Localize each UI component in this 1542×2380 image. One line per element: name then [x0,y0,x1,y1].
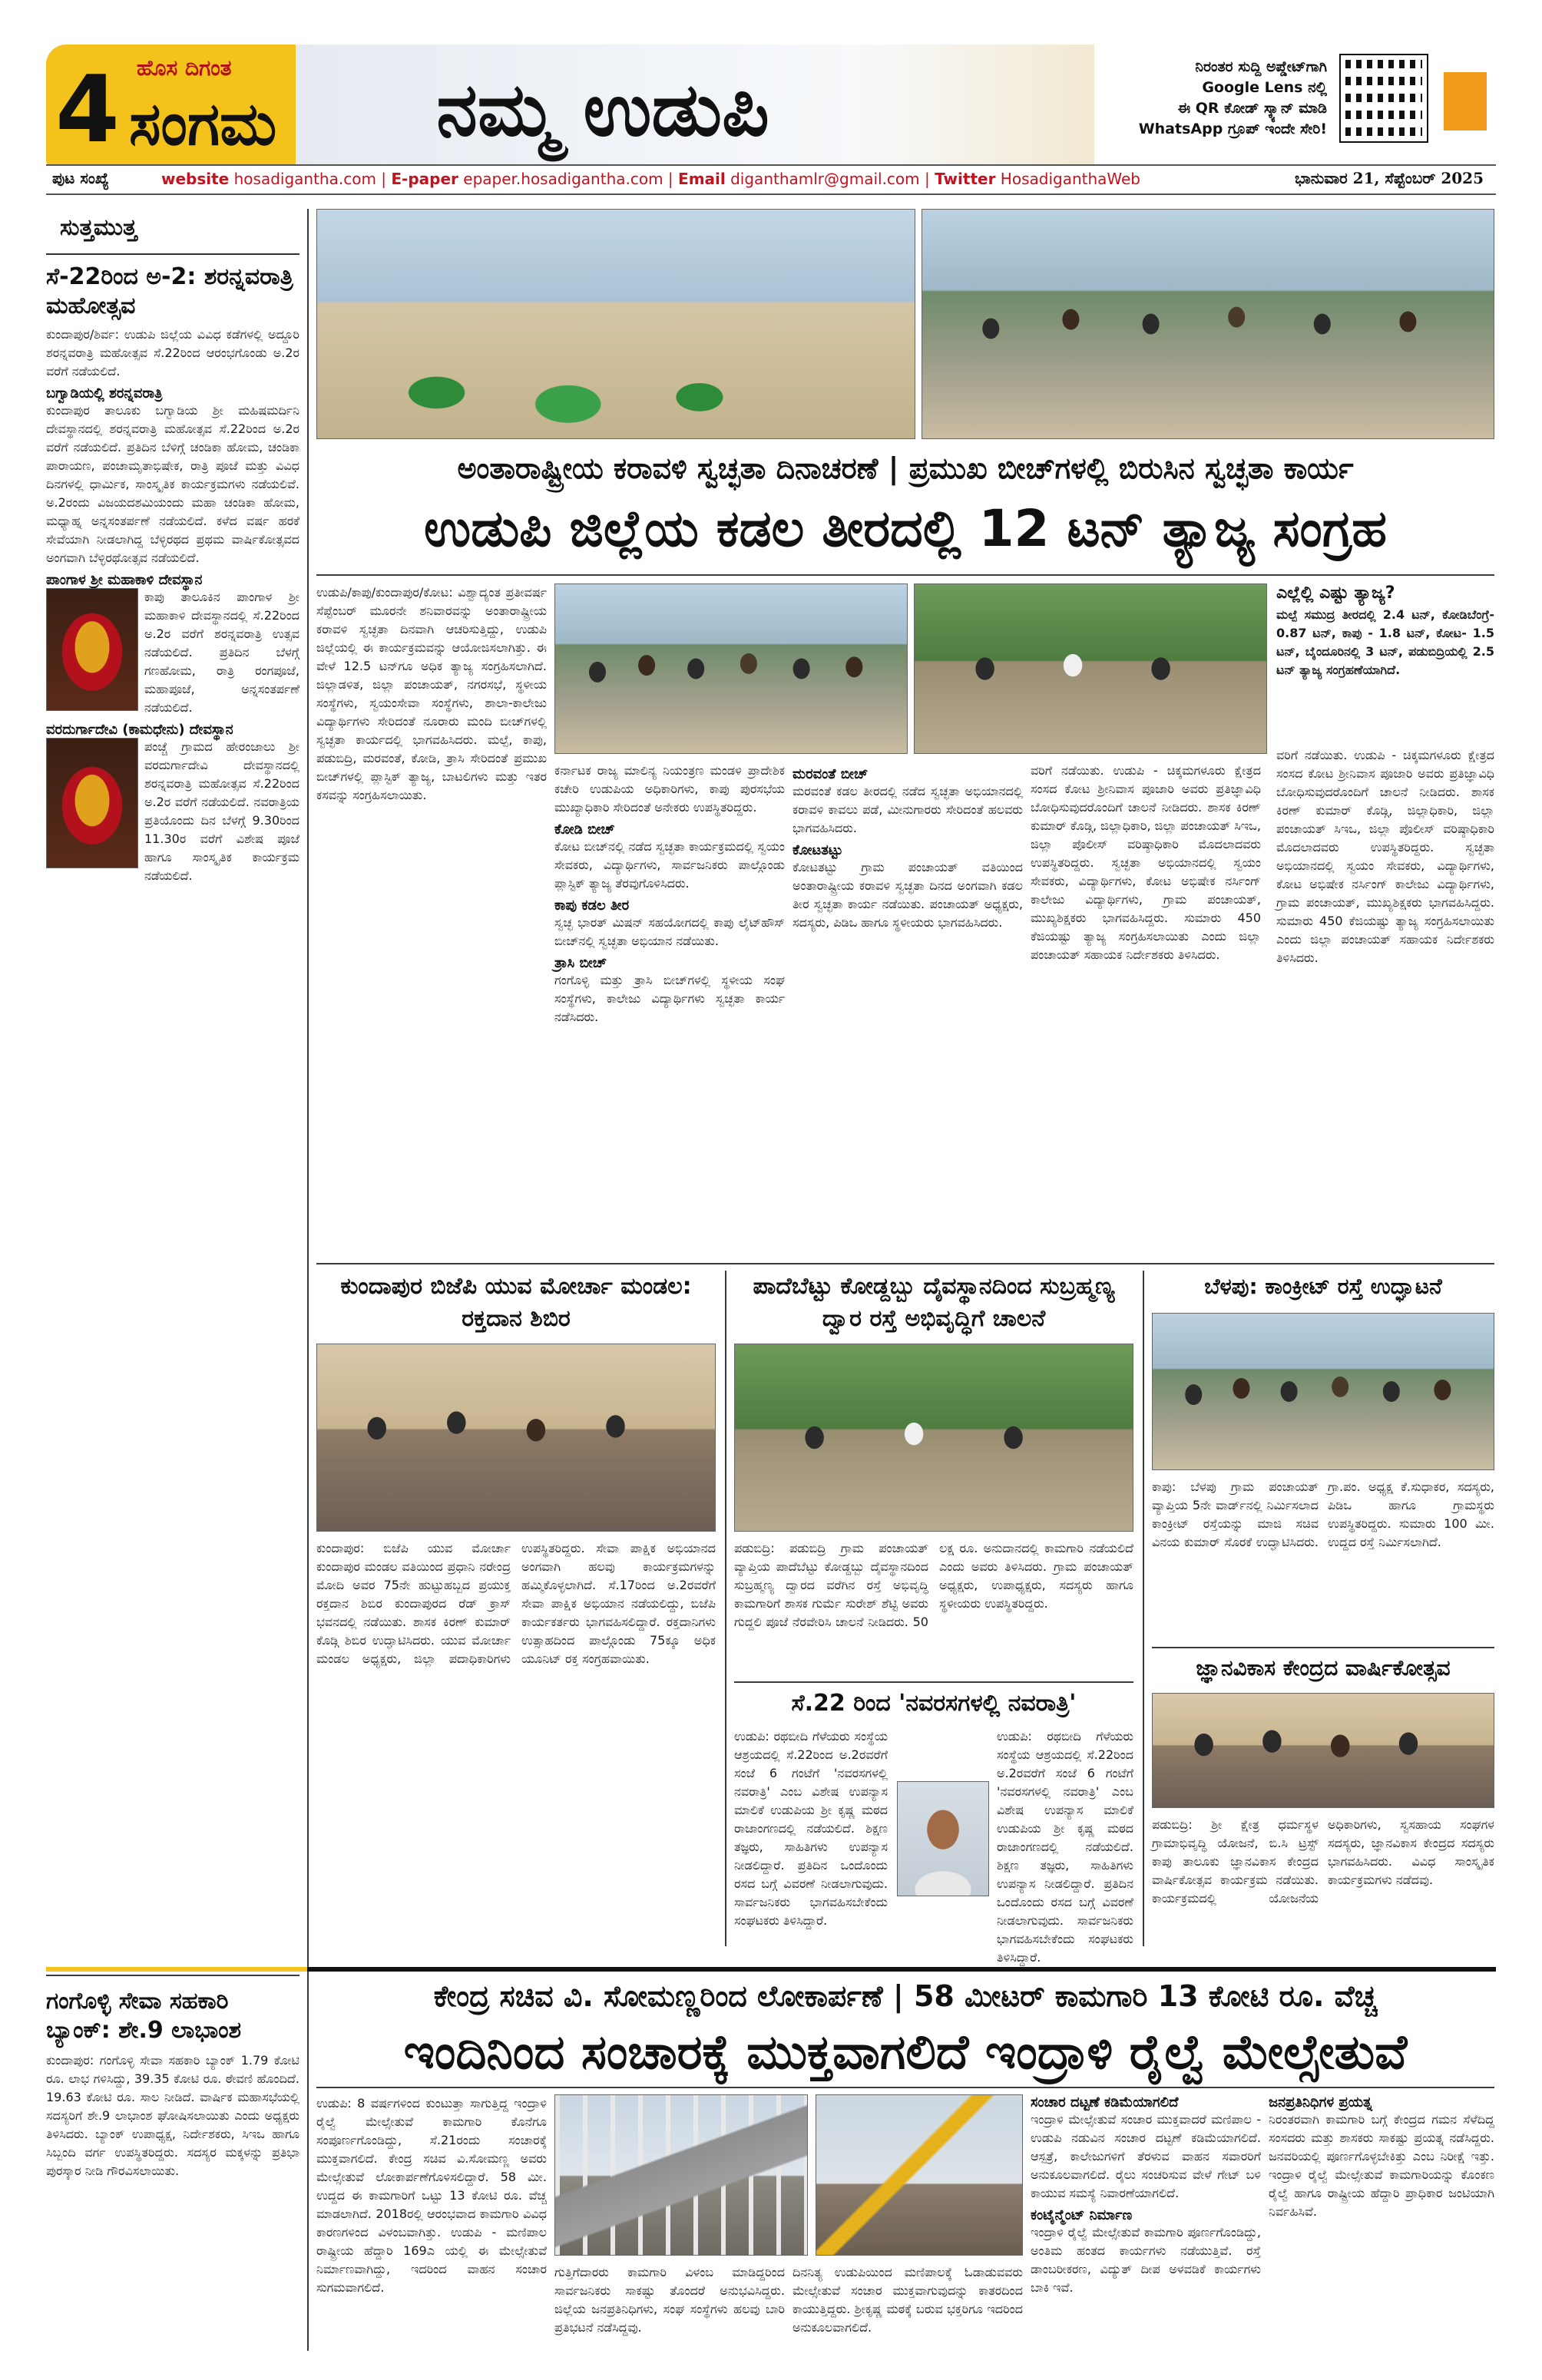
story-column [1031,2094,1261,2371]
story-body: ಕುಂದಾಪುರ/ಶಿರ್ವ: ಉಡುಪಿ ಜಿಲ್ಲೆಯ ವಿವಿಧ ಕಡೆಗಳಲ್ಲಿ ಅದ್ದೂರಿ ಶರನ್ನವರಾತ್ರಿ ಮಹೋತ್ಸವ ಸೆ.22ರಿಂದ ಆರಂಭಗೊಂಡು ಅ.2ರ ವರೆಗೆ ನಡೆಯಲಿದೆ. [46,327,299,378]
epaper-link[interactable]: epaper.hosadigantha.com [463,170,663,188]
story-subhead: ಪಾಂಗಾಳ ಶ್ರೀ ಮಹಾಕಾಳಿ ದೇವಸ್ಥಾನ [46,572,203,588]
left-column-story2 [46,1987,299,2348]
story-headline: ಉಡುಪಿ ಜಿಲ್ಲೆಯ ಕಡಲ ತೀರದಲ್ಲಿ 12 ಟನ್ ತ್ಯಾಜ್ಯ ಸಂಗ್ರಹ [424,499,1387,558]
story-subhead: ಕೋಟತಟ್ಟು [793,842,843,858]
story-body: ವರಿಗೆ ನಡೆಯಿತು. ಉಡುಪಿ - ಚಿಕ್ಕಮಗಳೂರು ಕ್ಷೇತ್ರದ ಸಂಸದ ಕೋಟ ಶ್ರೀನಿವಾಸ ಪೂಜಾರಿ ಅವರು ಪ್ರತಿಜ್ಞಾವಿಧಿ ಬೋಧಿಸುವುದರೊಂದಿಗೆ ಚಾಲನೆ ನೀಡಿದರು. ಶಾಸಕ ಕಿರಣ್ ಕುಮಾರ್ ಕೊಡ್ಗಿ, ಜಿಲ್ಲಾಧಿಕಾರಿ, ಜಿಲ್ಲಾ ಪಂಚಾಯತ್ ಸಿಇಒ, ಜಿಲ್ಲಾ ಪೊಲೀಸ್ ವರಿಷ್ಠಾಧಿಕಾರಿ ಮೊದಲಾದವರು ಉಪಸ್ಥಿತರಿದ್ದರು. ಸ್ವಚ್ಛತಾ ಅಭಿಯಾನದಲ್ಲಿ ಸ್ವಯಂ ಸೇವಕರು, ವಿದ್ಯಾರ್ಥಿಗಳು, ಕೋಟ ಅಭಿಷೇಕ ನರ್ಸಿಂಗ್ ಕಾಲೇಜು ವಿದ್ಯಾರ್ಥಿಗಳು, ಗ್ರಾಮ ಪಂಚಾಯತ್, ಮುಖ್ಯಶಿಕ್ಷಕರು ಭಾಗವಹಿಸಿದ್ದರು. ಸುಮಾರು 450 ಕೆಜಿಯಷ್ಟು ತ್ಯಾಜ್ಯ ಸಂಗ್ರಹಿಸಲಾಯಿತು ಎಂದು ಜಿಲ್ಲಾ ಪಂಚಾಯತ್ ಸಹಾಯಕ ನಿರ್ದೇಶಕರು ತಿಳಿಸಿದರು. [1031,763,1261,962]
section-name: ಸಂಗಮ [129,90,277,159]
website-link[interactable]: hosadigantha.com [233,170,376,188]
story-headline: ಕುಂದಾಪುರ ಬಿಜೆಪಿ ಯುವ ಮೋರ್ಚಾ ಮಂಡಲ: ರಕ್ತದಾನ ಶಿಬಿರ [340,1273,692,1332]
column-divider [725,1271,726,1946]
twitter-label: Twitter [935,170,996,188]
story-headline: ಪಾದೆಬೆಟ್ಟು ಕೋಡ್ದಬ್ಬು ದೈವಸ್ಥಾನದಿಂದ ಸುಬ್ರಹ್ಮಣ್ಯ ದ್ವಾರ ರಸ್ತೆ ಅಭಿವೃದ್ಧಿಗೆ ಚಾಲನೆ [753,1273,1115,1332]
story-body: ಮರವಂತೆ ಕಡಲ ತೀರದಲ್ಲಿ ನಡೆದ ಸ್ವಚ್ಛತಾ ಅಭಿಯಾನದಲ್ಲಿ ಕರಾವಳಿ ಕಾವಲು ಪಡೆ, ಮೀನುಗಾರರು ಸೇರಿದಂತೆ ಹಲವರು ಭಾಗವಹಿಸಿದರು. [793,784,1023,835]
story-subhead: ಕಾಪು ಕಡಲ ತೀರ [554,897,630,914]
column-divider [1143,1271,1144,1946]
promo-line: Google Lens ನಲ್ಲಿ [1202,79,1327,96]
anniversary-event-photo [1152,1693,1494,1808]
story-subhead: ಕೋಡಿ ಬೀಚ್ [554,821,615,838]
road-inauguration-photo [1152,1313,1494,1470]
column-label-box [46,209,299,255]
story-body: ಇಂದ್ರಾಳಿ ರೈಲ್ವೆ ಮೇಲ್ಸೇತುವೆ ಕಾಮಗಾರಿ ಪೂರ್ಣಗೊಂಡಿದ್ದು, ಅಂತಿಮ ಹಂತದ ಕಾರ್ಯಗಳು ನಡೆಯುತ್ತಿವೆ. ರಸ್ತೆ ಡಾಂಬರೀಕರಣ, ವಿದ್ಯುತ್ ದೀಪ ಅಳವಡಿಕೆ ಕಾರ್ಯಗಳು ಬಾಕಿ ಇವೆ. [1031,2225,1261,2295]
page-label: ಪುಟ ಸಂಖ್ಯೆ [52,169,109,187]
story-body: ಪಡುಬಿದ್ರಿ: ಪಡುಬಿದ್ರಿ ಗ್ರಾಮ ಪಂಚಾಯತ್ ವ್ಯಾಪ್ತಿಯ ಪಾದೆಬೆಟ್ಟು ಕೋಡ್ದಬ್ಬು ದೈವಸ್ಥಾನದಿಂದ ಸುಬ್ರಹ್ಮಣ್ಯ ದ್ವಾರದ ವರೆಗಿನ ರಸ್ತೆ ಅಭಿವೃದ್ಧಿ ಕಾಮಗಾರಿಗೆ ಶಾಸಕ ಗುರ್ಮೆ ಸುರೇಶ್ ಶೆಟ್ಟಿ ಅವರು ಗುದ್ದಲಿ ಪೂಜೆ ನೆರವೇರಿಸಿ ಚಾಲನೆ ನೀಡಿದರು. 50 ಲಕ್ಷ ರೂ. ಅನುದಾನದಲ್ಲಿ ಕಾಮಗಾರಿ ನಡೆಯಲಿದೆ ಎಂದು ಅವರು ತಿಳಿಸಿದರು. ಗ್ರಾಮ ಪಂಚಾಯತ್ ಅಧ್ಯಕ್ಷರು, ಉಪಾಧ್ಯಕ್ಷರು, ಸದಸ್ಯರು ಹಾಗೂ ಸ್ಥಳೀಯರು ಉಪಸ್ಥಿತರಿದ್ದರು. [734,1541,1133,1629]
story-body: ಕೋಟ ಬೀಚ್‌ನಲ್ಲಿ ನಡೆದ ಸ್ವಚ್ಛತಾ ಕಾರ್ಯಕ್ರಮದಲ್ಲಿ ಸ್ವಯಂ ಸೇವಕರು, ವಿದ್ಯಾರ್ಥಿಗಳು, ಸಾರ್ವಜನಿಕರು ಪಾಲ್ಗೊಂಡು ಪ್ಲಾಸ್ಟಿಕ್ ತ್ಯಾಜ್ಯ ತೆರವುಗೊಳಿಸಿದರು. [554,839,785,891]
divider [1152,1647,1494,1648]
beach-cleanup-photo [914,583,1267,754]
story-body: ಗಂಗೊಳ್ಳಿ ಮತ್ತು ತ್ರಾಸಿ ಬೀಚ್‌ಗಳಲ್ಲಿ ಸ್ಥಳೀಯ ಸಂಘ ಸಂಸ್ಥೆಗಳು, ಕಾಲೇಜು ವಿದ್ಯಾರ್ಥಿಗಳು ಸ್ವಚ್ಛತಾ ಕಾರ್ಯ ನಡೆಸಿದರು. [554,973,785,1024]
story-headline: ಗಂಗೊಳ್ಳಿ ಸೇವಾ ಸಹಕಾರಿ ಬ್ಯಾಂಕ್: ಶೇ.9 ಲಾಭಾಂಶ [46,1988,242,2044]
page-number: 4 [55,57,120,164]
edition-name: ನಮ್ಮ ಉಡುಪಿ [436,66,769,153]
decorative-orange-block [1444,72,1487,131]
story-body: ಉಡುಪಿ: ರಥಬೀದಿ ಗೆಳೆಯರು ಸಂಸ್ಥೆಯ ಆಶ್ರಯದಲ್ಲಿ ಸೆ.22ರಿಂದ ಅ.2ರವರೆಗೆ ಸಂಜೆ 6 ಗಂಟೆಗೆ 'ನವರಸಗಳಲ್ಲಿ ನವರಾತ್ರಿ' ಎಂಬ ವಿಶೇಷ ಉಪನ್ಯಾಸ ಮಾಲಿಕೆ ಉಡುಪಿಯ ಶ್ರೀ ಕೃಷ್ಣ ಮಠದ ರಾಜಾಂಗಣದಲ್ಲಿ ನಡೆಯಲಿದೆ. ಶಿಕ್ಷಣ ತಜ್ಞರು, ಸಾಹಿತಿಗಳು ಉಪನ್ಯಾಸ ನೀಡಲಿದ್ದಾರೆ. ಪ್ರತಿದಿನ ಒಂದೊಂದು ರಸದ ಬಗ್ಗೆ ವಿವರಣೆ ನೀಡಲಾಗುವುದು. ಸಾರ್ವಜನಿಕರು ಭಾಗವಹಿಸಬೇಕೆಂದು ಸಂಘಟಕರು ತಿಳಿಸಿದ್ದಾರೆ. [734,1729,888,1928]
issue-date: ಭಾನುವಾರ 21, ಸೆಪ್ಟೆಂಬರ್ 2025 [1295,169,1484,187]
story-body: ಕುಂದಾಪುರ: ಬಿಜೆಪಿ ಯುವ ಮೋರ್ಚಾ ಕುಂದಾಪುರ ಮಂಡಲ ವತಿಯಿಂದ ಪ್ರಧಾನಿ ನರೇಂದ್ರ ಮೋದಿ ಅವರ 75ನೇ ಹುಟ್ಟುಹಬ್ಬದ ಪ್ರಯುಕ್ತ ರಕ್ತದಾನ ಶಿಬಿರ ಕುಂದಾಪುರದ ರೆಡ್ ಕ್ರಾಸ್ ಭವನದಲ್ಲಿ ನಡೆಯಿತು. ಶಾಸಕ ಕಿರಣ್ ಕುಮಾರ್ ಕೊಡ್ಗಿ ಶಿಬಿರ ಉದ್ಘಾಟಿಸಿದರು. ಯುವ ಮೋರ್ಚಾ ಮಂಡಲ ಅಧ್ಯಕ್ಷರು, ಜಿಲ್ಲಾ ಪದಾಧಿಕಾರಿಗಳು ಉಪಸ್ಥಿತರಿದ್ದರು. ಸೇವಾ ಪಾಕ್ಷಿಕ ಅಭಿಯಾನದ ಅಂಗವಾಗಿ ಹಲವು ಕಾರ್ಯಕ್ರಮಗಳನ್ನು ಹಮ್ಮಿಕೊಳ್ಳಲಾಗಿದೆ. ಸೆ.17ರಿಂದ ಅ.2ರವರೆಗೆ ಸೇವಾ ಪಾಕ್ಷಿಕ ಅಭಿಯಾನ ನಡೆಯಲಿದ್ದು, ಬಿಜೆಪಿ ಕಾರ್ಯಕರ್ತರು ಭಾಗವಹಿಸಲಿದ್ದಾರೆ. ರಕ್ತದಾನಿಗಳು ಉತ್ಸಾಹದಿಂದ ಪಾಲ್ಗೊಂಡು 75ಕ್ಕೂ ಅಧಿಕ ಯೂನಿಟ್ ರಕ್ತ ಸಂಗ್ರಹವಾಯಿತು. [316,1541,716,1666]
divider [316,574,1494,576]
story-kicker: ಅಂತಾರಾಷ್ಟ್ರೀಯ ಕರಾವಳಿ ಸ್ವಚ್ಛತಾ ದಿನಾಚರಣೆ | ಪ್ರಮುಖ ಬೀಚ್‌ಗಳಲ್ಲಿ ಬಿರುಸಿನ ಸ್ವಚ್ಛತಾ ಕಾರ್ಯ [457,451,1354,485]
left-column [46,263,299,1952]
box-title: ಎಲ್ಲೆಲ್ಲಿ ಎಷ್ಟು ತ್ಯಾಜ್ಯ? [1276,583,1395,603]
story-body: ಉಡುಪಿ: ರಥಬೀದಿ ಗೆಳೆಯರು ಸಂಸ್ಥೆಯ ಆಶ್ರಯದಲ್ಲಿ ಸೆ.22ರಿಂದ ಅ.2ರವರೆಗೆ ಸಂಜೆ 6 ಗಂಟೆಗೆ 'ನವರಸಗಳಲ್ಲಿ ನವರಾತ್ರಿ' ಎಂಬ ವಿಶೇಷ ಉಪನ್ಯಾಸ ಮಾಲಿಕೆ ಉಡುಪಿಯ ಶ್ರೀ ಕೃಷ್ಣ ಮಠದ ರಾಜಾಂಗಣದಲ್ಲಿ ನಡೆಯಲಿದೆ. ಶಿಕ್ಷಣ ತಜ್ಞರು, ಸಾಹಿತಿಗಳು ಉಪನ್ಯಾಸ ನೀಡಲಿದ್ದಾರೆ. ಪ್ರತಿದಿನ ಒಂದೊಂದು ರಸದ ಬಗ್ಗೆ ವಿವರಣೆ ನೀಡಲಾಗುವುದು. ಸಾರ್ವಜನಿಕರು ಭಾಗವಹಿಸಬೇಕೆಂದು ಸಂಘಟಕರು ತಿಳಿಸಿದ್ದಾರೆ. [997,1729,1133,1965]
story-body: ನಿರಂತರವಾಗಿ ಕಾಮಗಾರಿ ಬಗ್ಗೆ ಕೇಂದ್ರದ ಗಮನ ಸೆಳೆದಿದ್ದ ಸಂಸದರು ಮತ್ತು ಶಾಸಕರು ಸಾಕಷ್ಟು ಪ್ರಯತ್ನ ನಡೆಸಿದ್ದರು. ಜನವರಿಯಲ್ಲಿ ಪೂರ್ಣಗೊಳ್ಳಬೇಕಿತ್ತು ಎಂಬ ನಿರೀಕ್ಷೆ ಇತ್ತು. ಇಂದ್ರಾಳಿ ರೈಲ್ವೆ ಮೇಲ್ಸೇತುವೆ ಕಾಮಗಾರಿಯನ್ನು ಕೊಂಕಣ ರೈಲ್ವೆ ಹಾಗೂ ರಾಷ್ಟ್ರೀಯ ಹೆದ್ದಾರಿ ಪ್ರಾಧಿಕಾರ ಜಂಟಿಯಾಗಿ ನಿರ್ವಹಿಸಿವೆ. [1269,2112,1494,2219]
column-divider [307,209,309,2351]
story-body: ಕಾಪು: ಬೆಳಪು ಗ್ರಾಮ ಪಂಚಾಯತ್ ವ್ಯಾಪ್ತಿಯ 5ನೇ ವಾರ್ಡ್‌ನಲ್ಲಿ ನಿರ್ಮಿಸಲಾದ ಕಾಂಕ್ರೀಟ್ ರಸ್ತೆಯನ್ನು ಮಾಜಿ ಸಚಿವ ವಿನಯ ಕುಮಾರ್ ಸೊರಕೆ ಉದ್ಘಾಟಿಸಿದರು. ಗ್ರಾ.ಪಂ. ಅಧ್ಯಕ್ಷ ಕೆ.ಸುಧಾಕರ, ಸದಸ್ಯರು, ಪಿಡಿಒ ಹಾಗೂ ಗ್ರಾಮಸ್ಥರು ಉಪಸ್ಥಿತರಿದ್ದರು. ಸುಮಾರು 100 ಮೀ. ಉದ್ದದ ರಸ್ತೆ ನಿರ್ಮಿಸಲಾಗಿದೆ. [1152,1479,1494,1549]
section-band [46,1967,1496,1972]
divider [734,1681,1133,1683]
email-link[interactable]: diganthamlr@gmail.com [730,170,920,188]
divider [46,1975,299,1976]
story-body: ಕಾಪು ತಾಲೂಕಿನ ಪಾಂಗಾಳ ಶ್ರೀ ಮಹಾಕಾಳಿ ದೇವಸ್ಥಾನದಲ್ಲಿ ಸೆ.22ರಿಂದ ಅ.2ರ ವರೆಗೆ ಶರನ್ನವರಾತ್ರಿ ಉತ್ಸವ ನಡೆಯಲಿದೆ. ಪ್ರತಿದಿನ ಬೆಳಗ್ಗೆ ಗಣಹೋಮ, ರಾತ್ರಿ ರಂಗಪೂಜೆ, ಮಹಾಪೂಜೆ, ಅನ್ನಸಂತರ್ಪಣೆ ನಡೆಯಲಿದೆ. [144,590,299,715]
qr-code-icon[interactable] [1341,55,1427,141]
story-column [554,762,785,1253]
story-body: ಪಂಚ್ಚೆ ಗ್ರಾಮದ ಹೇರಂಜಾಲು ಶ್ರೀ ವರದುರ್ಗಾದೇವಿ ದೇವಸ್ಥಾನದಲ್ಲಿ ಶರನ್ನವರಾತ್ರಿ ಮಹೋತ್ಸವ ಸೆ.22ರಿಂದ ಅ.2ರ ವರೆಗೆ ನಡೆಯಲಿದೆ. ನವರಾತ್ರಿಯ ಪ್ರತಿಯೊಂದು ದಿನ ಬೆಳಗ್ಗೆ 9.30ರಿಂದ 11.30ರ ವರೆಗೆ ವಿಶೇಷ ಪೂಜೆ ಹಾಗೂ ಸಾಂಸ್ಕೃತಿಕ ಕಾರ್ಯಕ್ರಮ ನಡೆಯಲಿದೆ. [144,739,299,883]
story-subhead: ಜನಪ್ರತಿನಿಧಿಗಳ ಪ್ರಯತ್ನ [1269,2094,1372,2111]
divider [316,1263,1494,1264]
story-body: ಇಂದ್ರಾಳಿ ಮೇಲ್ಸೇತುವೆ ಸಂಚಾರ ಮುಕ್ತವಾದರೆ ಮಣಿಪಾಲ - ಉಡುಪಿ ನಡುವಿನ ಸಂಚಾರ ದಟ್ಟಣೆ ಕಡಿಮೆಯಾಗಲಿದೆ. ಆಸ್ಪತ್ರೆ, ಕಾಲೇಜುಗಳಿಗೆ ತೆರಳುವ ವಾಹನ ಸವಾರರಿಗೆ ಅನುಕೂಲವಾಗಲಿದೆ. ರೈಲು ಸಂಚರಿಸುವ ವೇಳೆ ಗೇಟ್ ಬಳಿ ಕಾಯುವ ಸಮಸ್ಯೆ ನಿವಾರಣೆಯಾಗಲಿದೆ. [1031,2112,1261,2200]
beach-cleanup-photo [554,583,908,754]
story-body: ದಿನನಿತ್ಯ ಉಡುಪಿಯಿಂದ ಮಣಿಪಾಲಕ್ಕೆ ಓಡಾಡುವವರು ಮೇಲ್ಸೇತುವೆ ಸಂಚಾರ ಮುಕ್ತವಾಗುವುದನ್ನು ಕಾತರದಿಂದ ಕಾಯುತ್ತಿದ್ದರು. ಶ್ರೀಕೃಷ್ಣ ಮಠಕ್ಕೆ ಬರುವ ಭಕ್ತರಿಗೂ ಇದರಿಂದ ಅನುಕೂಲವಾಗಲಿದೆ. [793,2265,1023,2335]
story-column [1269,2094,1494,2371]
story-subhead: ಕಂಟೈನ್ಮೆಂಟ್ ನಿರ್ಮಾಣ [1031,2207,1133,2223]
story-body: ಉಡುಪಿ/ಕಾಪು/ಕುಂದಾಪುರ/ಕೋಟ: ವಿಶ್ವಾದ್ಯಂತ ಪ್ರತೀವರ್ಷ ಸೆಪ್ಟೆಂಬರ್ ಮೂರನೇ ಶನಿವಾರವನ್ನು ಅಂತಾರಾಷ್ಟ್ರೀಯ ಕರಾವಳಿ ಸ್ವಚ್ಛತಾ ದಿನವಾಗಿ ಆಚರಿಸುತ್ತಿದ್ದು, ಉಡುಪಿ ಜಿಲ್ಲೆಯಲ್ಲಿ ಈ ಕಾರ್ಯಕ್ರಮವನ್ನು ಆಯೋಜಿಸಲಾಗಿತ್ತು. ಈ ವೇಳೆ 12.5 ಟನ್‌ಗೂ ಅಧಿಕ ತ್ಯಾಜ್ಯ ಸಂಗ್ರಹಿಸಲಾಗಿದೆ. ಜಿಲ್ಲಾಡಳಿತ, ಜಿಲ್ಲಾ ಪಂಚಾಯತ್, ನಗರಸಭೆ, ಸ್ಥಳೀಯ ಸಂಸ್ಥೆಗಳು, ಸ್ವಯಂಸೇವಾ ಸಂಸ್ಥೆಗಳು, ಶಾಲಾ-ಕಾಲೇಜು ವಿದ್ಯಾರ್ಥಿಗಳು ಸೇರಿದಂತೆ ನೂರಾರು ಮಂದಿ ಬೀಚ್‌ಗಳಲ್ಲಿ ಸ್ವಚ್ಛತಾ ಕಾರ್ಯದಲ್ಲಿ ಭಾಗವಹಿಸಿದರು. ಮಲ್ಪೆ, ಕಾಪು, ಪಡುಬಿದ್ರಿ, ಮರವಂತೆ, ಕೋಡಿ, ತ್ರಾಸಿ ಸೇರಿದಂತೆ ಪ್ರಮುಖ ಬೀಚ್‌ಗಳಲ್ಲಿ ಪ್ಲಾಸ್ಟಿಕ್ ತ್ಯಾಜ್ಯ, ಬಾಟಲಿಗಳು ಮತ್ತು ಇತರ ಕಸವನ್ನು ಸಂಗ್ರಹಿಸಲಾಯಿತು. [316,585,547,802]
whatsapp-promo [1097,57,1327,140]
info-strip [46,164,1496,195]
website-label: website [161,170,230,188]
promo-line: ನಿರಂತರ ಸುದ್ದಿ ಅಪ್ಡೇಟ್‌ಗಾಗಿ [1195,58,1327,75]
story-body: ಉಡುಪಿ: 8 ವರ್ಷಗಳಿಂದ ಕುಂಟುತ್ತಾ ಸಾಗುತ್ತಿದ್ದ ಇಂದ್ರಾಳಿ ರೈಲ್ವೆ ಮೇಲ್ಸೇತುವೆ ಕಾಮಗಾರಿ ಕೊನೆಗೂ ಸಂಪೂರ್ಣಗೊಂಡಿದ್ದು, ಸೆ.21ರಂದು ಸಂಚಾರಕ್ಕೆ ಮುಕ್ತವಾಗಲಿದೆ. ಕೇಂದ್ರ ಸಚಿವ ವಿ.ಸೋಮಣ್ಣ ಅವರು ಮೇಲ್ಸೇತುವೆ ಲೋಕಾರ್ಪಣೆಗೊಳಿಸಲಿದ್ದಾರೆ. 58 ಮೀ. ಉದ್ದದ ಈ ಕಾಮಗಾರಿಗೆ ಒಟ್ಟು 13 ಕೋಟಿ ರೂ. ವೆಚ್ಚ ಮಾಡಲಾಗಿದೆ. 2018ರಲ್ಲಿ ಆರಂಭವಾದ ಕಾಮಗಾರಿ ವಿವಿಧ ಕಾರಣಗಳಿಂದ ವಿಳಂಬವಾಗಿತ್ತು. ಉಡುಪಿ - ಮಣಿಪಾಲ ರಾಷ್ಟ್ರೀಯ ಹೆದ್ದಾರಿ 169ಎ ಯಲ್ಲಿ ಈ ಮೇಲ್ಸೇತುವೆ ನಿರ್ಮಾಣವಾಗಿದ್ದು, ಇದರಿಂದ ವಾಹನ ಸಂಚಾರ ಸುಗಮವಾಗಲಿದೆ. [316,2096,547,2295]
story-subhead: ಸಂಚಾರ ದಟ್ಟಣೆ ಕಡಿಮೆಯಾಗಲಿದೆ [1031,2094,1179,2111]
story-subhead: ಮರವಂತೆ ಬೀಚ್ [793,766,869,782]
column-label: ಸುತ್ತಮುತ್ತ [60,214,137,241]
waste-stats-box [1276,583,1494,737]
story-body: ಕುಂದಾಪುರ ತಾಲೂಕು ಬಗ್ವಾಡಿಯ ಶ್ರೀ ಮಹಿಷಮರ್ದಿನಿ ದೇವಸ್ಥಾನದಲ್ಲಿ ಶರನ್ನವರಾತ್ರಿ ಮಹೋತ್ಸವ ಸೆ.22ರಿಂದ ಅ.2ರ ವರೆಗೆ ನಡೆಯಲಿದೆ. ಪ್ರತಿದಿನ ಬೆಳಿಗ್ಗೆ ಚಂಡಿಕಾ ಹೋಮ, ಚಂಡಿಕಾ ಪಾರಾಯಣ, ಪಂಚಾಮೃತಾಭಿಷೇಕ, ರಾತ್ರಿ ಪೂಜೆ ಮತ್ತು ವಿವಿಧ ದಿನಗಳಲ್ಲಿ ಧಾರ್ಮಿಕ, ಸಾಂಸ್ಕೃತಿಕ ಕಾರ್ಯಕ್ರಮಗಳು ನಡೆಯಲಿವೆ. ಅ.2ರಂದು ವಿಜಯದಶಮಿಯಂದು ಮಹಾ ಚಂಡಿಕಾ ಹೋಮ, ಮಧ್ಯಾಹ್ನ ಅನ್ನಸಂತರ್ಪಣೆ ನಡೆಯಲಿದೆ. ಕಳೆದ ವರ್ಷ ಹರಕೆ ಸೇವೆಯಾಗಿ ನೀಡಲಾಗಿದ್ದ ಬೆಳ್ಳಿರಥದ ಪ್ರಥಮ ವಾರ್ಷಿಕೋತ್ಸವದ ಅಂಗವಾಗಿ ಬೆಳ್ಳಿರಥೋತ್ಸವ ನಡೆಯಲಿದೆ. [46,403,299,565]
story-body: ವರಿಗೆ ನಡೆಯಿತು. ಉಡುಪಿ - ಚಿಕ್ಕಮಗಳೂರು ಕ್ಷೇತ್ರದ ಸಂಸದ ಕೋಟ ಶ್ರೀನಿವಾಸ ಪೂಜಾರಿ ಅವರು ಪ್ರತಿಜ್ಞಾವಿಧಿ ಬೋಧಿಸುವುದರೊಂದಿಗೆ ಚಾಲನೆ ನೀಡಿದರು. ಶಾಸಕ ಕಿರಣ್ ಕುಮಾರ್ ಕೊಡ್ಗಿ, ಜಿಲ್ಲಾಧಿಕಾರಿ, ಜಿಲ್ಲಾ ಪಂಚಾಯತ್ ಸಿಇಒ, ಜಿಲ್ಲಾ ಪೊಲೀಸ್ ವರಿಷ್ಠಾಧಿಕಾರಿ ಮೊದಲಾದವರು ಉಪಸ್ಥಿತರಿದ್ದರು. ಸ್ವಚ್ಛತಾ ಅಭಿಯಾನದಲ್ಲಿ ಸ್ವಯಂ ಸೇವಕರು, ವಿದ್ಯಾರ್ಥಿಗಳು, ಕೋಟ ಅಭಿಷೇಕ ನರ್ಸಿಂಗ್ ಕಾಲೇಜು ವಿದ್ಯಾರ್ಥಿಗಳು, ಗ್ರಾಮ ಪಂಚಾಯತ್, ಮುಖ್ಯಶಿಕ್ಷಕರು ಭಾಗವಹಿಸಿದ್ದರು. ಸುಮಾರು 450 ಕೆಜಿಯಷ್ಟು ತ್ಯಾಜ್ಯ ಸಂಗ್ರಹಿಸಲಾಯಿತು ಎಂದು ಜಿಲ್ಲಾ ಪಂಚಾಯತ್ ಸಹಾಯಕ ನಿರ್ದೇಶಕರು ತಿಳಿಸಿದರು. [1276,748,1494,965]
story-column [793,762,1023,1253]
story-headline: ಸೆ.22 ರಿಂದ 'ನವರಸಗಳಲ್ಲಿ ನವರಾತ್ರಿ' [791,1690,1077,1717]
story-subhead: ಬಗ್ವಾಡಿಯಲ್ಲಿ ಶರನ್ನವರಾತ್ರಿ [46,385,163,402]
story-subhead: ತ್ರಾಸಿ ಬೀಚ್ [554,955,607,971]
story-headline: ಸೆ-22ರಿಂದ ಅ-2: ಶರನ್ನವರಾತ್ರಿ ಮಹೋತ್ಸವ [46,263,293,319]
divider [316,2087,1494,2088]
blood-camp-photo [316,1344,716,1532]
story-subhead: ವರದುರ್ಗಾದೇವಿ (ಕಾಮಧೇನು) ದೇವಸ್ಥಾನ [46,722,233,738]
contact-line: website hosadigantha.com | E-paper epaper.hosadigantha.com | Email diganthamlr@gmail.com | Twitter HosadiganthaWeb [161,170,1141,188]
paper-logo: ಹೊಸ ದಿಗಂತ [137,55,232,81]
story-headline: ಬೆಳಪು: ಕಾಂಕ್ರೀಟ್ ರಸ್ತೆ ಉದ್ಘಾಟನೆ [1204,1274,1442,1299]
story-headline: ಇಂದಿನಿಂದ ಸಂಚಾರಕ್ಕೆ ಮುಕ್ತವಾಗಲಿದೆ ಇಂದ್ರಾಳಿ ರೈಲ್ವೆ ಮೇಲ್ಸೇತುವೆ [403,2024,1408,2080]
promo-line: WhatsApp ಗ್ರೂಪ್ ಇಂದೇ ಸೇರಿ! [1138,121,1327,137]
road-ceremony-photo [734,1344,1133,1532]
story-body: ಕರ್ನಾಟಕ ರಾಜ್ಯ ಮಾಲಿನ್ಯ ನಿಯಂತ್ರಣ ಮಂಡಳಿ ಪ್ರಾದೇಶಿಕ ಕಚೇರಿ ಉಡುಪಿಯ ಅಧಿಕಾರಿಗಳು, ಕಾಪು ಪುರಸಭೆಯ ಮುಖ್ಯಾಧಿಕಾರಿ ಸೇರಿದಂತೆ ಅನೇಕರು ಉಪಸ್ಥಿತರಿದ್ದರು. [554,763,785,815]
story-body: ಸ್ವಚ್ಛ ಭಾರತ್ ಮಿಷನ್ ಸಹಯೋಗದಲ್ಲಿ ಕಾಪು ಲೈಟ್‌ಹೌಸ್ ಬೀಚ್‌ನಲ್ಲಿ ಸ್ವಚ್ಛತಾ ಅಭಿಯಾನ ನಡೆಯಿತು. [554,915,785,948]
temple-idol-photo [46,588,138,711]
story-body: ಕೋಟತಟ್ಟು ಗ್ರಾಮ ಪಂಚಾಯತ್ ವತಿಯಿಂದ ಅಂತಾರಾಷ್ಟ್ರೀಯ ಕರಾವಳಿ ಸ್ವಚ್ಛತಾ ದಿನದ ಅಂಗವಾಗಿ ಕಡಲ ತೀರ ಸ್ವಚ್ಛತಾ ಕಾರ್ಯ ನಡೆಯಿತು. ಪಂಚಾಯತ್ ಅಧ್ಯಕ್ಷರು, ಸದಸ್ಯರು, ಪಿಡಿಒ ಹಾಗೂ ಸ್ಥಳೀಯರು ಭಾಗವಹಿಸಿದರು. [793,860,1023,930]
bridge-construction-photo [816,2094,1023,2256]
story-body: ಕುಂದಾಪುರ: ಗಂಗೊಳ್ಳಿ ಸೇವಾ ಸಹಕಾರಿ ಬ್ಯಾಂಕ್ 1.79 ಕೋಟಿ ರೂ. ಲಾಭ ಗಳಿಸಿದ್ದು, 39.35 ಕೋಟಿ ರೂ. ಠೇವಣಿ ಹೊಂದಿದೆ. 19.63 ಕೋಟಿ ರೂ. ಸಾಲ ನೀಡಿದೆ. ವಾರ್ಷಿಕ ಮಹಾಸಭೆಯಲ್ಲಿ ಸದಸ್ಯರಿಗೆ ಶೇ.9 ಲಾಭಾಂಶ ಘೋಷಿಸಲಾಯಿತು ಎಂದು ಅಧ್ಯಕ್ಷರು ತಿಳಿಸಿದರು. ಬ್ಯಾಂಕ್ ಉಪಾಧ್ಯಕ್ಷ, ನಿರ್ದೇಶಕರು, ಸಿಇಒ ಹಾಗೂ ಸಿಬ್ಬಂದಿ ವರ್ಗ ಉಪಸ್ಥಿತರಿದ್ದರು. ಸದಸ್ಯರ ಮಕ್ಕಳನ್ನು ಪ್ರತಿಭಾ ಪುರಸ್ಕಾರ ನೀಡಿ ಗೌರವಿಸಲಾಯಿತು. [46,2053,299,2178]
masthead [46,45,1496,179]
story-body: ಗುತ್ತಿಗೆದಾರರು ಕಾಮಗಾರಿ ವಿಳಂಬ ಮಾಡಿದ್ದರಿಂದ ಸಾರ್ವಜನಿಕರು ಸಾಕಷ್ಟು ತೊಂದರೆ ಅನುಭವಿಸಿದ್ದರು. ಜಿಲ್ಲೆಯ ಜನಪ್ರತಿನಿಧಿಗಳು, ಸಂಘ ಸಂಸ್ಥೆಗಳು ಹಲವು ಬಾರಿ ಪ್ರತಿಭಟನೆ ನಡೆಸಿದ್ದವು. [554,2265,785,2335]
promo-line: ಈ QR ಕೋಡ್ ಸ್ಕ್ಯಾನ್ ಮಾಡಿ [1177,100,1327,117]
beach-cleanup-photo [922,209,1494,439]
speaker-portrait-photo [897,1781,989,1896]
twitter-link[interactable]: HosadiganthaWeb [1000,170,1141,188]
beach-cleanup-photo [316,209,915,439]
box-text: ಮಲ್ಪೆ ಸಮುದ್ರ ತೀರದಲ್ಲಿ 2.4 ಟನ್, ಕೋಡಿಬೆಂಗ್ರೆ- 0.87 ಟನ್, ಕಾಪು - 1.8 ಟನ್, ಕೋಟ- 1.5 ಟನ್, ಬೈಂದೂರಿನಲ್ಲಿ 3 ಟನ್, ಪಡುಬಿದ್ರಿಯಲ್ಲಿ 2.5 ಟನ್ ತ್ಯಾಜ್ಯ ಸಂಗ್ರಹಣೆಯಾಗಿದೆ. [1276,607,1494,677]
temple-idol-photo [46,738,138,868]
epaper-label: E-paper [391,170,458,188]
story-headline: ಜ್ಞಾನವಿಕಾಸ ಕೇಂದ್ರದ ವಾರ್ಷಿಕೋತ್ಸವ [1196,1655,1451,1681]
email-label: Email [678,170,726,188]
story-kicker: ಕೇಂದ್ರ ಸಚಿವ ವಿ. ಸೋಮಣ್ಣರಿಂದ ಲೋಕಾರ್ಪಣೆ | 58 ಮೀಟರ್ ಕಾಮಗಾರಿ 13 ಕೋಟಿ ರೂ. ವೆಚ್ಚ [433,1979,1378,2013]
bridge-photo [554,2094,808,2256]
story-body: ಪಡುಬಿದ್ರಿ: ಶ್ರೀ ಕ್ಷೇತ್ರ ಧರ್ಮಸ್ಥಳ ಗ್ರಾಮಾಭಿವೃದ್ಧಿ ಯೋಜನೆ, ಬಿ.ಸಿ ಟ್ರಸ್ಟ್ ಕಾಪು ತಾಲೂಕು ಜ್ಞಾನವಿಕಾಸ ಕೇಂದ್ರದ ವಾರ್ಷಿಕೋತ್ಸವ ಕಾರ್ಯಕ್ರಮ ನಡೆಯಿತು. ಕಾರ್ಯಕ್ರಮದಲ್ಲಿ ಯೋಜನೆಯ ಅಧಿಕಾರಿಗಳು, ಸ್ವಸಹಾಯ ಸಂಘಗಳ ಸದಸ್ಯರು, ಜ್ಞಾನವಿಕಾಸ ಕೇಂದ್ರದ ಸದಸ್ಯರು ಭಾಗವಹಿಸಿದರು. ವಿವಿಧ ಸಾಂಸ್ಕೃತಿಕ ಕಾರ್ಯಕ್ರಮಗಳು ನಡೆದವು. [1152,1817,1494,1906]
